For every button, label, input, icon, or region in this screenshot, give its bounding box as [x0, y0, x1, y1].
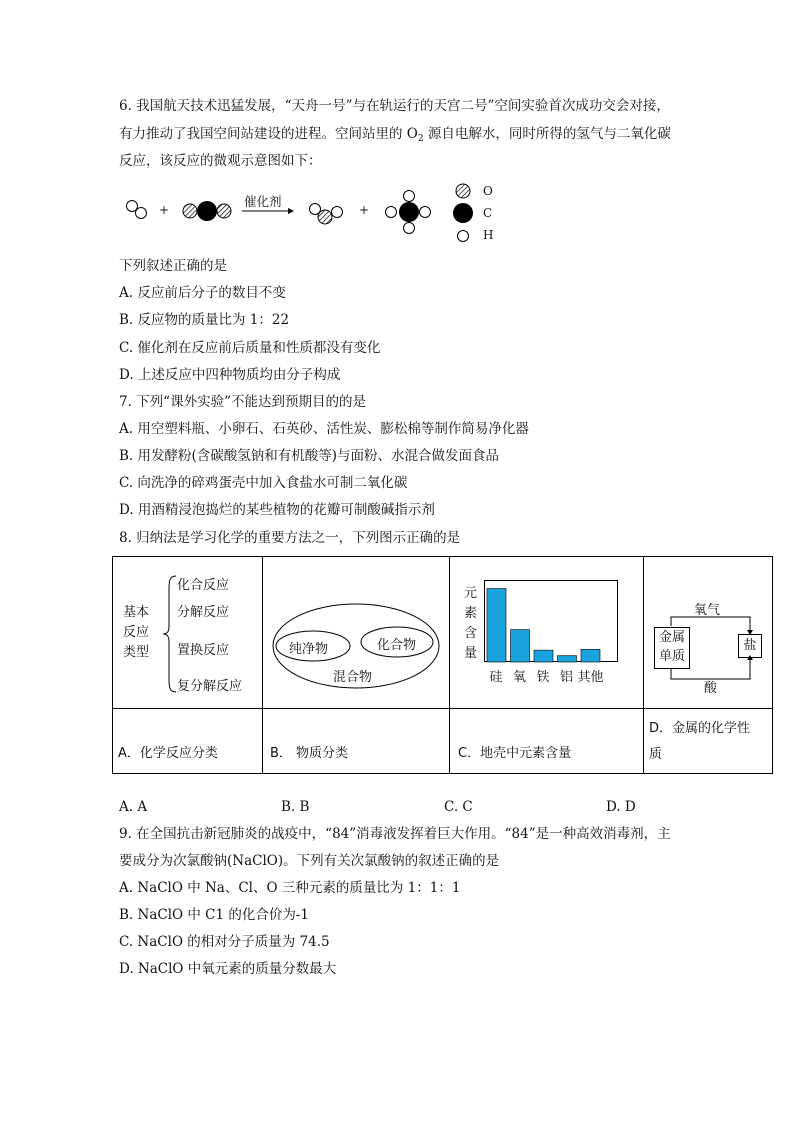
q6-option-a: A. 反应前后分子的数目不变 — [119, 285, 286, 301]
compound-label: 化合物 — [377, 638, 417, 653]
q6-stem-line-3: 反应，该反应的微观示意图如下： — [119, 153, 322, 169]
bar-1 — [511, 630, 530, 662]
q7-option-d: D. 用酒精浸泡捣烂的某些植物的花瓣可制酸碱指示剂 — [119, 502, 435, 518]
bar-4 — [581, 649, 600, 662]
hydrogen-molecule — [127, 201, 147, 219]
double-decomposition-reaction: 复分解反应 — [177, 679, 243, 694]
bar-3 — [558, 656, 577, 662]
ylabel-char-3: 含 — [464, 626, 478, 641]
legend-o: O — [483, 184, 493, 198]
chart-ylabel — [464, 584, 477, 664]
q8-answer-a: A. A — [119, 799, 148, 815]
plus-sign-1: + — [159, 203, 170, 217]
ylabel-char-2: 素 — [464, 606, 478, 621]
q9-stem-line-1: 9. 在全国抗击新冠肺炎的战疫中，“84”消毒液发挥着巨大作用。“84”是一种高效消毒剂，主 — [119, 826, 671, 842]
metal-line-1: 金属 — [658, 630, 685, 645]
q9-option-d: D. NaClO 中氧元素的质量分数最大 — [119, 961, 337, 977]
q7-option-b: B. 用发酵粉(含碳酸氢钠和有机酸等)与面粉、水混合做发面食品 — [119, 448, 500, 464]
q6-option-b: B. 反应物的质量比为 1：22 — [119, 312, 290, 328]
water-molecule — [310, 204, 343, 225]
salt-box: 盐 — [738, 634, 762, 658]
q7-option-a: A. 用空塑料瓶、小卵石、石英砂、活性炭、膨松棉等制作简易净化器 — [119, 421, 529, 437]
oxygen-atom-icon — [456, 184, 470, 198]
crust-element-chart — [484, 580, 632, 664]
q9-stem-line-2: 要成分为次氯酸钠(NaClO)。下列有关次氯酸钠的叙述正确的是 — [119, 853, 500, 869]
methane-molecule — [386, 191, 431, 234]
ylabel-char-4: 量 — [464, 646, 478, 661]
q9-option-a: A. NaClO 中 Na、Cl、O 三种元素的质量比为 1：1：1 — [119, 880, 461, 896]
hydrogen-atom-icon — [458, 231, 469, 242]
category-label-2: 铁 — [536, 670, 550, 685]
q6-stem-line-2a: 有力推动了我国空间站建设的进程。空间站里的 O — [119, 126, 418, 142]
carbon-dioxide-molecule — [183, 201, 231, 221]
panel-d-caption-line-2: 质 — [649, 747, 663, 762]
panel-b-caption-cell — [262, 708, 450, 774]
bar-0 — [487, 589, 506, 662]
q7-stem: 7. 下列“课外实验”不能达到预期目的的是 — [119, 394, 366, 410]
mixture-label: 混合物 — [333, 670, 373, 685]
plus-sign-2: + — [359, 203, 370, 217]
panel-c-caption: C．地壳中元素含量 — [458, 746, 572, 761]
panel-d-caption-line-1: D．金属的化学性 — [649, 721, 751, 736]
label-line-3: 类型 — [123, 645, 150, 660]
q6-stem-line-1: 6. 我国航天技术迅猛发展，“天舟一号”与在轨运行的天宫二号”空间实验首次成功交会对接， — [119, 98, 670, 114]
pure-substance-label: 纯净物 — [289, 642, 329, 657]
q9-option-b: B. NaClO 中 C1 的化合价为-1 — [119, 907, 310, 923]
label-line-1: 基本 — [123, 605, 150, 620]
acid-label: 酸 — [704, 681, 718, 696]
ylabel-char-1: 元 — [464, 586, 478, 601]
q6-stem-line-2b: 源自电解水，同时所得的氢气与二氧化碳 — [423, 126, 671, 142]
q7-option-c: C. 向洗净的碎鸡蛋壳中加入食盐水可制二氧化碳 — [119, 475, 408, 491]
displacement-reaction: 置换反应 — [177, 643, 230, 658]
metal-line-2: 单质 — [658, 649, 685, 664]
q6-option-c: C. 催化剂在反应前后质量和性质都没有变化 — [119, 340, 381, 356]
oxygen-label: 氧气 — [694, 603, 721, 618]
category-label-3: 铝 — [560, 670, 574, 685]
panel-c-caption-cell — [449, 708, 644, 774]
panel-d-caption — [649, 716, 750, 768]
q8-answer-b: B. B — [281, 799, 310, 815]
reaction-diagram — [0, 0, 794, 260]
bar-2 — [534, 650, 553, 662]
decomposition-reaction: 分解反应 — [177, 605, 230, 620]
panel-b-caption: B． 物质分类 — [270, 746, 349, 761]
carbon-atom-icon — [453, 203, 473, 223]
q6-option-d: D. 上述反应中四种物质均由分子构成 — [119, 367, 341, 383]
q8-stem: 8. 归纳法是学习化学的重要方法之一，下列图示正确的是 — [119, 530, 461, 546]
panel-a-caption: A．化学反应分类 — [118, 746, 218, 761]
q6-prompt: 下列叙述正确的是 — [119, 258, 227, 274]
catalyst-label: 催化剂 — [244, 194, 282, 209]
panel-a-caption-cell — [112, 708, 263, 774]
q8-answer-c: C. C — [444, 799, 473, 815]
q9-option-c: C. NaClO 的相对分子质量为 74.5 — [119, 934, 330, 950]
label-line-2: 反应 — [123, 625, 150, 640]
basic-reaction-types-label — [123, 603, 149, 663]
q8-figure-table — [112, 556, 773, 774]
category-label-4: 其他 — [577, 670, 604, 685]
atom-legend — [453, 184, 473, 242]
category-label-1: 氧 — [513, 670, 527, 685]
combination-reaction: 化合反应 — [177, 578, 230, 593]
category-label-0: 硅 — [489, 670, 503, 685]
legend-h: H — [483, 228, 494, 242]
o2-subscript: 2 — [417, 134, 424, 144]
q8-answer-d: D. D — [606, 799, 636, 815]
legend-c: C — [483, 206, 493, 220]
